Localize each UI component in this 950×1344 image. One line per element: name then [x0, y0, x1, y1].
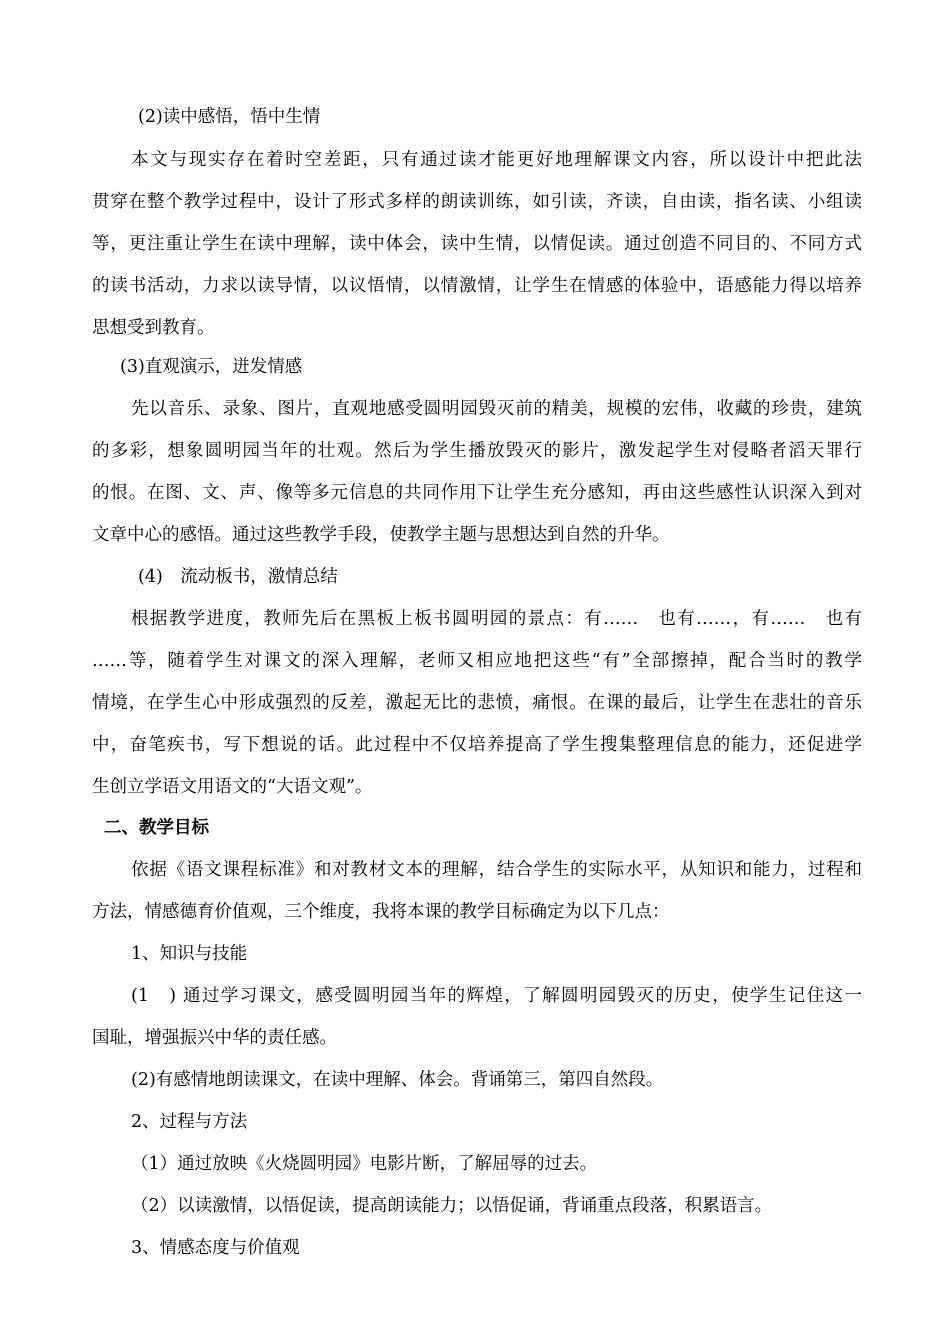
paragraph-line: 国耻，增强振兴中华的责任感。	[92, 1028, 337, 1048]
subheading-knowledge-skills: 1、知识与技能	[131, 944, 248, 964]
subheading-emotion-values: 3、情感态度与价值观	[131, 1238, 300, 1258]
paragraph-line: (1 ) 通过学习课文，感受圆明园当年的辉煌，了解圆明园毁灭的历史，使学生记住这一	[131, 986, 862, 1006]
paragraph-line: 的恨。在图、文、声、像等多元信息的共同作用下让学生充分感知，再由这些感性认识深入到对	[92, 483, 862, 503]
paragraph-line: 等，更注重让学生在读中理解，读中体会，读中生情，以情促读。通过创造不同目的、不同方式	[92, 234, 862, 254]
section-heading-teaching-objectives: 二、教学目标	[104, 818, 209, 838]
subheading-reading: (2)读中感悟，悟中生情	[138, 107, 321, 127]
paragraph-line: 思想受到教育。	[92, 318, 215, 338]
paragraph-line: 生创立学语文用语文的“大语文观”。	[92, 777, 373, 797]
paragraph-line: （1）通过放映《火烧圆明园》电影片断，了解屈辱的过去。	[131, 1154, 598, 1174]
paragraph-line: ……等，随着学生对课文的深入理解，老师又相应地把这些“有”全部擦掉，配合当时的教学	[92, 651, 862, 671]
paragraph-line: (2)有感情地朗读课文，在读中理解、体会。背诵第三，第四自然段。	[131, 1070, 664, 1090]
paragraph-line: 中，奋笔疾书，写下想说的话。此过程中不仅培养提高了学生搜集整理信息的能力，还促进学	[92, 735, 862, 755]
paragraph-line: 根据教学进度，教师先后在黑板上板书圆明园的景点：有…… 也有……，有…… 也有	[131, 609, 862, 629]
subheading-demonstration: (3)直观演示，迸发情感	[120, 357, 303, 377]
paragraph-line: 文章中心的感悟。通过这些教学手段，使教学主题与思想达到自然的升华。	[92, 525, 670, 545]
paragraph-line: 本文与现实存在着时空差距，只有通过读才能更好地理解课文内容，所以设计中把此法	[131, 150, 862, 170]
subheading-process-method: 2、过程与方法	[131, 1112, 248, 1132]
paragraph-line: 依据《语文课程标准》和对教材文本的理解，结合学生的实际水平，从知识和能力，过程和	[131, 860, 862, 880]
paragraph-line: 贯穿在整个教学过程中，设计了形式多样的朗读训练，如引读，齐读，自由读，指名读、小组读	[92, 192, 862, 212]
paragraph-line: 的多彩，想象圆明园当年的壮观。然后为学生播放毁灭的影片，激发起学生对侵略者滔天罪行	[92, 441, 862, 461]
paragraph-line: 方法，情感德育价值观，三个维度，我将本课的教学目标确定为以下几点：	[92, 902, 670, 922]
paragraph-line: 的读书活动，力求以读导情，以议悟情，以情激情，让学生在情感的体验中，语感能力得以培养	[92, 276, 862, 296]
paragraph-line: 情境，在学生心中形成强烈的反差，激起无比的悲愤，痛恨。在课的最后，让学生在悲壮的音乐	[92, 693, 862, 713]
paragraph-line: 先以音乐、录象、图片，直观地感受圆明园毁灭前的精美，规模的宏伟，收藏的珍贵，建筑	[131, 399, 862, 419]
subheading-blackboard: (4) 流动板书，激情总结	[138, 567, 338, 587]
paragraph-line: （2）以读激情，以悟促读，提高朗读能力；以悟促诵，背诵重点段落，积累语言。	[131, 1196, 773, 1216]
